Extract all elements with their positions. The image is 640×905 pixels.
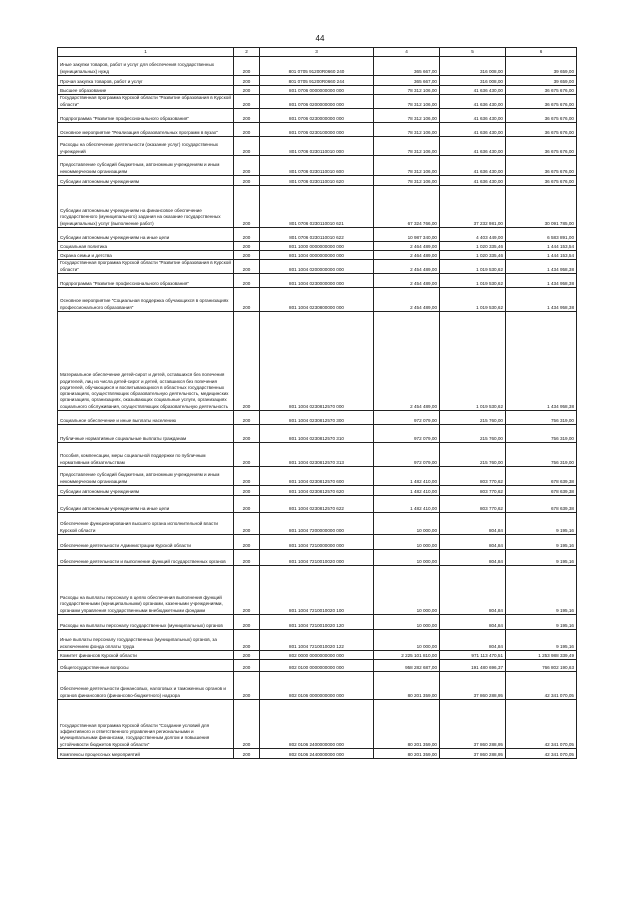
- row-remaining-cell: 9 195,16: [506, 513, 577, 535]
- row-grbs-cell: 200: [234, 242, 260, 251]
- table-row: [58, 274, 577, 288]
- row-assigned-cell: 2 454 489,00: [374, 312, 440, 411]
- table-row: [58, 137, 577, 156]
- row-assigned-cell: 78 312 106,00: [374, 109, 440, 123]
- row-code-cell: 801 0706 0230110010 600: [260, 156, 374, 176]
- row-grbs-cell: 200: [234, 660, 260, 672]
- row-assigned-cell: 2 464 489,00: [374, 251, 440, 260]
- row-name-cell: Подпрограмма "Развитие профессионального образования": [58, 274, 234, 288]
- row-grbs-cell: 200: [234, 651, 260, 660]
- row-name-cell: Комитет финансов Курской области: [58, 651, 234, 660]
- header-row: [58, 48, 577, 57]
- row-assigned-cell: 80 201 359,00: [374, 700, 440, 749]
- row-grbs-cell: 200: [234, 411, 260, 425]
- row-code-cell: 801 1004 7210000000 000: [260, 535, 374, 550]
- row-executed-cell: 1 019 530,62: [440, 274, 506, 288]
- table-row: [58, 443, 577, 467]
- row-code-cell: 801 0706 0230110010 000: [260, 137, 374, 156]
- row-remaining-cell: 36 675 676,00: [506, 156, 577, 176]
- row-assigned-cell: 2 464 489,00: [374, 242, 440, 251]
- row-assigned-cell: 2 225 101 810,00: [374, 651, 440, 660]
- row-executed-cell: 804,84: [440, 513, 506, 535]
- row-name-cell: Охрана семьи и детства: [58, 251, 234, 260]
- table-row: [58, 425, 577, 443]
- table-row: [58, 57, 577, 76]
- row-assigned-cell: 1 482 410,00: [374, 467, 440, 486]
- row-remaining-cell: 39 659,00: [506, 76, 577, 86]
- row-assigned-cell: 78 312 106,00: [374, 176, 440, 186]
- row-code-cell: 802 0106 2440000000 000: [260, 749, 374, 759]
- row-name-cell: Расходы на обеспечение деятельности (оказание услуг) государственных учреждений: [58, 137, 234, 156]
- table-row: [58, 672, 577, 700]
- row-executed-cell: 37 232 981,00: [440, 186, 506, 228]
- row-code-cell: 801 1000 0000000000 000: [260, 242, 374, 251]
- row-assigned-cell: 1 482 410,00: [374, 486, 440, 496]
- row-assigned-cell: 2 454 489,00: [374, 274, 440, 288]
- table-row: [58, 566, 577, 615]
- row-remaining-cell: 756 319,00: [506, 425, 577, 443]
- row-executed-cell: 971 113 470,51: [440, 651, 506, 660]
- row-grbs-cell: 200: [234, 550, 260, 566]
- table-row: [58, 176, 577, 186]
- row-name-cell: Материальное обеспечение детей-сирот и детей, оставшихся без попечения родителей, лиц из числа детей-сирот и детей, оставшихся без попечения родителей, обучающихся и воспитывающихся в областных государственных организациях, осуществляющих образовательную деятельность, медицинских организациях, организациях, оказывающих социальные услуги, организациях социального обслуживания, осуществляющих образовательную деятельность: [58, 312, 234, 411]
- row-grbs-cell: 200: [234, 672, 260, 700]
- row-remaining-cell: 39 659,00: [506, 57, 577, 76]
- row-executed-cell: 1 020 335,46: [440, 251, 506, 260]
- table-row: [58, 312, 577, 411]
- row-remaining-cell: 36 675 676,00: [506, 109, 577, 123]
- table-row: [58, 242, 577, 251]
- row-code-cell: 802 0000 0000000000 000: [260, 651, 374, 660]
- row-grbs-cell: 200: [234, 137, 260, 156]
- row-name-cell: Субсидии автономным учреждениям на иные цели: [58, 496, 234, 513]
- row-grbs-cell: 200: [234, 615, 260, 630]
- row-executed-cell: 191 480 696,37: [440, 660, 506, 672]
- row-grbs-cell: 200: [234, 228, 260, 242]
- row-code-cell: 801 1004 0230812570 622: [260, 496, 374, 513]
- row-assigned-cell: 958 282 687,00: [374, 660, 440, 672]
- row-remaining-cell: 42 341 070,05: [506, 700, 577, 749]
- row-grbs-cell: 200: [234, 700, 260, 749]
- row-executed-cell: 41 636 430,00: [440, 86, 506, 95]
- row-code-cell: 801 0706 0230000000 000: [260, 109, 374, 123]
- row-assigned-cell: 972 079,00: [374, 425, 440, 443]
- row-grbs-cell: 200: [234, 535, 260, 550]
- header-cell-col6: 6: [506, 48, 577, 57]
- row-executed-cell: 37 860 288,95: [440, 700, 506, 749]
- row-assigned-cell: 80 201 359,00: [374, 672, 440, 700]
- row-executed-cell: 37 860 288,95: [440, 749, 506, 759]
- table-row: [58, 156, 577, 176]
- row-executed-cell: 316 008,00: [440, 57, 506, 76]
- row-executed-cell: 41 636 430,00: [440, 156, 506, 176]
- row-name-cell: Субсидии автономным учреждениям: [58, 176, 234, 186]
- row-executed-cell: 804,84: [440, 550, 506, 566]
- row-name-cell: Социальная политика: [58, 242, 234, 251]
- row-remaining-cell: 1 444 153,54: [506, 251, 577, 260]
- row-assigned-cell: 365 667,00: [374, 76, 440, 86]
- row-remaining-cell: 1 434 958,38: [506, 274, 577, 288]
- row-executed-cell: 1 019 530,62: [440, 288, 506, 312]
- row-executed-cell: 804,84: [440, 566, 506, 615]
- table-row: [58, 700, 577, 749]
- row-code-cell: 801 0705 91200R0660 244: [260, 76, 374, 86]
- row-executed-cell: 1 019 530,62: [440, 260, 506, 274]
- row-grbs-cell: 200: [234, 274, 260, 288]
- row-code-cell: 801 1004 0230812570 620: [260, 486, 374, 496]
- row-assigned-cell: 2 454 489,00: [374, 260, 440, 274]
- row-executed-cell: 803 770,62: [440, 496, 506, 513]
- row-assigned-cell: 80 201 359,00: [374, 749, 440, 759]
- row-assigned-cell: 972 079,00: [374, 443, 440, 467]
- row-remaining-cell: 1 253 988 339,49: [506, 651, 577, 660]
- row-executed-cell: 41 636 430,00: [440, 137, 506, 156]
- table-row: [58, 660, 577, 672]
- row-executed-cell: 804,84: [440, 630, 506, 651]
- row-executed-cell: 215 760,00: [440, 425, 506, 443]
- row-code-cell: 801 0705 91200R0660 240: [260, 57, 374, 76]
- row-executed-cell: 1 019 530,62: [440, 312, 506, 411]
- row-remaining-cell: 766 802 190,63: [506, 660, 577, 672]
- row-executed-cell: 1 020 335,46: [440, 242, 506, 251]
- row-remaining-cell: 36 675 676,00: [506, 137, 577, 156]
- row-executed-cell: 41 636 430,00: [440, 123, 506, 137]
- row-remaining-cell: 1 434 958,38: [506, 312, 577, 411]
- row-name-cell: Иные закупки товаров, работ и услуг для обеспечения государственных (муниципальных) нужд: [58, 57, 234, 76]
- row-executed-cell: 316 008,00: [440, 76, 506, 86]
- row-name-cell: Основное мероприятие "Социальная поддержка обучающихся в организациях профессионального образования": [58, 288, 234, 312]
- row-grbs-cell: 200: [234, 486, 260, 496]
- row-assigned-cell: 10 000,00: [374, 535, 440, 550]
- row-assigned-cell: 2 454 489,00: [374, 288, 440, 312]
- row-grbs-cell: 200: [234, 86, 260, 95]
- row-remaining-cell: 9 195,16: [506, 535, 577, 550]
- row-grbs-cell: 200: [234, 443, 260, 467]
- row-executed-cell: 4 403 449,00: [440, 228, 506, 242]
- row-name-cell: Предоставление субсидий бюджетным, автономным учреждениям и иным некоммерческим организациям: [58, 467, 234, 486]
- row-remaining-cell: 678 639,38: [506, 486, 577, 496]
- header-cell-col1: 1: [58, 48, 234, 57]
- row-code-cell: 801 1004 0000000000 000: [260, 251, 374, 260]
- table-row: [58, 86, 577, 95]
- row-remaining-cell: 36 675 676,00: [506, 95, 577, 109]
- row-grbs-cell: 200: [234, 513, 260, 535]
- row-executed-cell: 804,84: [440, 535, 506, 550]
- row-code-cell: 801 1004 0200000000 000: [260, 260, 374, 274]
- header-cell-col4: 4: [374, 48, 440, 57]
- table-row: [58, 95, 577, 109]
- table-body: [58, 57, 577, 759]
- row-assigned-cell: 78 312 106,00: [374, 123, 440, 137]
- row-code-cell: 802 0106 2400000000 000: [260, 700, 374, 749]
- row-remaining-cell: 42 341 070,05: [506, 749, 577, 759]
- table-row: [58, 496, 577, 513]
- row-remaining-cell: 6 583 891,00: [506, 228, 577, 242]
- row-grbs-cell: 200: [234, 95, 260, 109]
- row-name-cell: Субсидии автономным учреждениям на финансовое обеспечение государственного (муниципального) задания на оказание государственных (муниципальных) услуг (выполнение работ): [58, 186, 234, 228]
- row-executed-cell: 215 760,00: [440, 411, 506, 425]
- row-remaining-cell: 30 091 785,00: [506, 186, 577, 228]
- table-row: [58, 251, 577, 260]
- row-name-cell: Прочая закупка товаров, работ и услуг: [58, 76, 234, 86]
- row-name-cell: Обеспечение функционирования высшего органа исполнительной власти Курской области: [58, 513, 234, 535]
- row-code-cell: 801 1004 0230812570 000: [260, 312, 374, 411]
- row-assigned-cell: 10 000,00: [374, 566, 440, 615]
- row-remaining-cell: 9 195,16: [506, 550, 577, 566]
- row-name-cell: Общегосударственные вопросы: [58, 660, 234, 672]
- row-name-cell: Государственная программа Курской области "Развитие образования в Курской области": [58, 95, 234, 109]
- row-remaining-cell: 756 319,00: [506, 411, 577, 425]
- row-name-cell: Обеспечение деятельности финансовых, налоговых и таможенных органов и органов финансового (финансово-бюджетного) надзора: [58, 672, 234, 700]
- budget-table: [57, 47, 577, 759]
- row-remaining-cell: 9 195,16: [506, 630, 577, 651]
- table-row: [58, 615, 577, 630]
- table-row: [58, 550, 577, 566]
- row-remaining-cell: 678 639,38: [506, 496, 577, 513]
- row-code-cell: 801 1004 7200000000 000: [260, 513, 374, 535]
- row-grbs-cell: 200: [234, 496, 260, 513]
- row-code-cell: 801 0706 0230110010 620: [260, 176, 374, 186]
- row-remaining-cell: 678 639,38: [506, 467, 577, 486]
- row-assigned-cell: 67 324 766,00: [374, 186, 440, 228]
- row-code-cell: 801 0706 0230110010 621: [260, 186, 374, 228]
- row-code-cell: 801 1004 0230812570 600: [260, 467, 374, 486]
- table-row: [58, 109, 577, 123]
- row-grbs-cell: 200: [234, 467, 260, 486]
- row-grbs-cell: 200: [234, 251, 260, 260]
- row-executed-cell: 41 636 430,00: [440, 109, 506, 123]
- row-code-cell: 801 1004 7210010020 000: [260, 550, 374, 566]
- table-row: [58, 260, 577, 274]
- row-grbs-cell: 200: [234, 288, 260, 312]
- row-name-cell: Субсидии автономным учреждениям на иные цели: [58, 228, 234, 242]
- row-assigned-cell: 78 312 106,00: [374, 86, 440, 95]
- row-executed-cell: 41 636 430,00: [440, 176, 506, 186]
- table-row: [58, 123, 577, 137]
- header-cell-col2: 2: [234, 48, 260, 57]
- table-row: [58, 186, 577, 228]
- row-grbs-cell: 200: [234, 76, 260, 86]
- row-code-cell: 801 0706 0230100000 000: [260, 123, 374, 137]
- row-remaining-cell: 9 195,16: [506, 566, 577, 615]
- table-row: [58, 486, 577, 496]
- row-remaining-cell: 36 675 676,00: [506, 86, 577, 95]
- table-row: [58, 513, 577, 535]
- row-executed-cell: 804,84: [440, 615, 506, 630]
- row-executed-cell: 215 760,00: [440, 443, 506, 467]
- row-code-cell: 801 1004 0230800000 000: [260, 288, 374, 312]
- header-cell-col3: 3: [260, 48, 374, 57]
- row-name-cell: Обеспечение деятельности и выполнение функций государственных органов: [58, 550, 234, 566]
- row-name-cell: Иные выплаты персоналу государственных (муниципальных) органов, за исключением фонда оплаты труда: [58, 630, 234, 651]
- row-name-cell: Обеспечение деятельности Администрации Курской области: [58, 535, 234, 550]
- row-code-cell: 801 0706 0230110010 622: [260, 228, 374, 242]
- row-executed-cell: 803 770,62: [440, 467, 506, 486]
- row-remaining-cell: 36 675 676,00: [506, 123, 577, 137]
- row-remaining-cell: 1 434 958,38: [506, 260, 577, 274]
- row-grbs-cell: 200: [234, 566, 260, 615]
- row-code-cell: 801 1004 0230812570 310: [260, 425, 374, 443]
- row-name-cell: Подпрограмма "Развитие профессионального образования": [58, 109, 234, 123]
- row-name-cell: Комплексы процессных мероприятий: [58, 749, 234, 759]
- row-code-cell: 802 0106 0000000000 000: [260, 672, 374, 700]
- row-remaining-cell: 36 675 676,00: [506, 176, 577, 186]
- row-name-cell: Государственная программа Курской области "Развитие образования в Курской области": [58, 260, 234, 274]
- row-name-cell: Государственная программа Курской области "Создание условий для эффективного и ответственного управления региональными и муниципальными финансами, государственным долгом и повышения устойчивости бюджетов Курской области": [58, 700, 234, 749]
- row-name-cell: Расходы на выплаты персоналу государственных (муниципальных) органов: [58, 615, 234, 630]
- row-name-cell: Расходы на выплаты персоналу в целях обеспечения выполнения функций государственными (муниципальными) органами, казенными учреждениями, органами управления государственными внебюджетными фондами: [58, 566, 234, 615]
- row-assigned-cell: 10 000,00: [374, 630, 440, 651]
- row-grbs-cell: 200: [234, 176, 260, 186]
- row-assigned-cell: 10 000,00: [374, 615, 440, 630]
- row-code-cell: 801 1004 0230812570 300: [260, 411, 374, 425]
- table-row: [58, 749, 577, 759]
- table-row: [58, 651, 577, 660]
- row-name-cell: Высшее образование: [58, 86, 234, 95]
- table-row: [58, 228, 577, 242]
- row-assigned-cell: 1 482 410,00: [374, 496, 440, 513]
- table-row: [58, 288, 577, 312]
- row-remaining-cell: 42 341 070,05: [506, 672, 577, 700]
- row-assigned-cell: 78 312 106,00: [374, 156, 440, 176]
- row-name-cell: Предоставление субсидий бюджетным, автономным учреждениям и иным некоммерческим организациям: [58, 156, 234, 176]
- row-code-cell: 801 1004 0230812570 313: [260, 443, 374, 467]
- row-grbs-cell: 200: [234, 156, 260, 176]
- row-executed-cell: 37 860 288,95: [440, 672, 506, 700]
- page-number: 44: [315, 34, 325, 43]
- row-assigned-cell: 365 667,00: [374, 57, 440, 76]
- row-executed-cell: 803 770,62: [440, 486, 506, 496]
- row-grbs-cell: 200: [234, 630, 260, 651]
- row-name-cell: Субсидии автономным учреждениям: [58, 486, 234, 496]
- row-code-cell: 801 0706 0000000000 000: [260, 86, 374, 95]
- table-row: [58, 411, 577, 425]
- table-row: [58, 467, 577, 486]
- row-name-cell: Социальное обеспечение и иные выплаты населению: [58, 411, 234, 425]
- row-remaining-cell: 9 195,16: [506, 615, 577, 630]
- row-grbs-cell: 200: [234, 57, 260, 76]
- row-code-cell: 801 1004 7210010020 122: [260, 630, 374, 651]
- row-name-cell: Пособия, компенсации, меры социальной поддержки по публичным нормативным обязательствам: [58, 443, 234, 467]
- row-code-cell: 801 1004 7210010020 100: [260, 566, 374, 615]
- row-assigned-cell: 78 312 106,00: [374, 95, 440, 109]
- row-assigned-cell: 10 000,00: [374, 513, 440, 535]
- row-code-cell: 801 1004 7210010020 120: [260, 615, 374, 630]
- header-cell-col5: 5: [440, 48, 506, 57]
- row-code-cell: 802 0100 0000000000 000: [260, 660, 374, 672]
- table-row: [58, 76, 577, 86]
- row-grbs-cell: 200: [234, 123, 260, 137]
- row-name-cell: Публичные нормативные социальные выплаты гражданам: [58, 425, 234, 443]
- row-grbs-cell: 200: [234, 749, 260, 759]
- row-grbs-cell: 200: [234, 260, 260, 274]
- row-grbs-cell: 200: [234, 186, 260, 228]
- row-grbs-cell: 200: [234, 425, 260, 443]
- row-code-cell: 801 0706 0200000000 000: [260, 95, 374, 109]
- row-code-cell: 801 1004 0230000000 000: [260, 274, 374, 288]
- row-name-cell: Основное мероприятие "Реализация образовательных программ в вузах": [58, 123, 234, 137]
- row-assigned-cell: 10 000,00: [374, 550, 440, 566]
- row-assigned-cell: 972 079,00: [374, 411, 440, 425]
- table-row: [58, 630, 577, 651]
- table-row: [58, 535, 577, 550]
- row-assigned-cell: 78 312 106,00: [374, 137, 440, 156]
- row-assigned-cell: 10 987 340,00: [374, 228, 440, 242]
- row-remaining-cell: 756 319,00: [506, 443, 577, 467]
- row-grbs-cell: 200: [234, 312, 260, 411]
- row-remaining-cell: 1 444 153,54: [506, 242, 577, 251]
- row-remaining-cell: 1 434 958,38: [506, 288, 577, 312]
- row-grbs-cell: 200: [234, 109, 260, 123]
- row-executed-cell: 41 636 430,00: [440, 95, 506, 109]
